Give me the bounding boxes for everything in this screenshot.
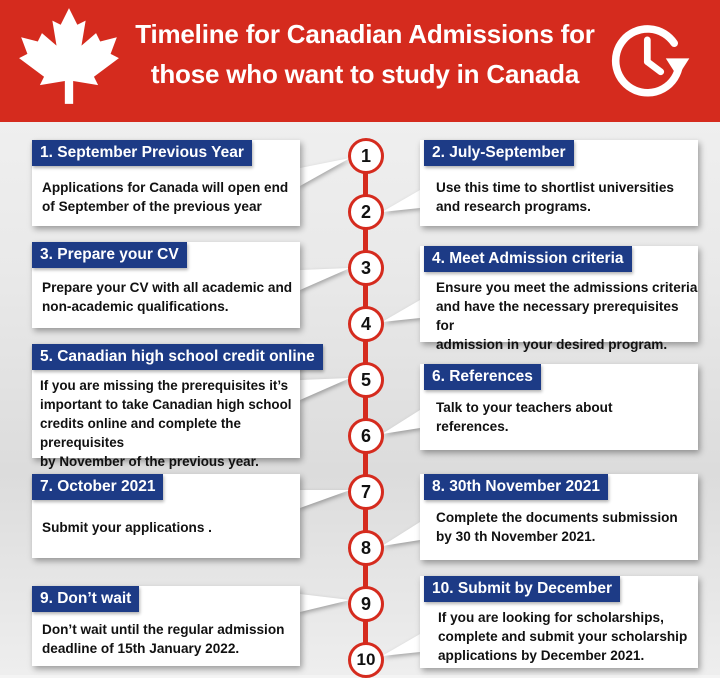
timeline-node-4: 4 <box>348 306 384 342</box>
timeline-node-10: 10 <box>348 642 384 678</box>
timeline-node-3: 3 <box>348 250 384 286</box>
step-heading-6: 6. References <box>424 364 541 390</box>
timeline-node-2: 2 <box>348 194 384 230</box>
step-heading-10: 10. Submit by December <box>424 576 620 602</box>
connector-9 <box>300 594 350 612</box>
step-body-4: Ensure you meet the admissions criteria and have the necessary prerequisites for admission in your desired program. <box>436 280 698 352</box>
timeline-node-6: 6 <box>348 418 384 454</box>
step-body-7: Submit your applications . <box>42 520 212 535</box>
title-line-2: those who want to study in Canada <box>150 59 580 89</box>
step-body-2: Use this time to shortlist universities and research programs. <box>436 180 674 214</box>
connector-3 <box>300 268 350 290</box>
connector-7 <box>300 490 350 508</box>
timeline-node-7: 7 <box>348 474 384 510</box>
step-heading-4: 4. Meet Admission criteria <box>424 246 632 272</box>
title-line-1: Timeline for Canadian Admissions for <box>135 19 595 49</box>
step-body-5: If you are missing the prerequisites it’s important to take Canadian high school credits online and complete the prerequisites by November of the previous year. <box>40 378 292 469</box>
step-body-6: Talk to your teachers about references. <box>436 400 613 434</box>
step-heading-2: 2. July-September <box>424 140 574 166</box>
connector-2 <box>382 190 420 212</box>
step-heading-1: 1. September Previous Year <box>32 140 252 166</box>
connector-6 <box>382 410 420 434</box>
maple-leaf-icon <box>14 4 124 108</box>
step-heading-3: 3. Prepare your CV <box>32 242 187 268</box>
page-title <box>120 14 610 94</box>
connector-8 <box>382 522 420 546</box>
timeline-node-1: 1 <box>348 138 384 174</box>
step-heading-5: 5. Canadian high school credit online <box>32 344 323 370</box>
step-body-10: If you are looking for scholarships, complete and submit your scholarship applications by December 2021. <box>438 610 688 663</box>
connector-10 <box>382 634 420 656</box>
clock-refresh-icon <box>606 18 692 102</box>
header-banner <box>0 0 720 122</box>
timeline-node-8: 8 <box>348 530 384 566</box>
connector-5 <box>300 378 350 400</box>
step-heading-7: 7. October 2021 <box>32 474 163 500</box>
connector-1 <box>300 158 350 186</box>
step-heading-8: 8. 30th November 2021 <box>424 474 608 500</box>
step-body-9: Don’t wait until the regular admission deadline of 15th January 2022. <box>42 622 285 656</box>
step-heading-9: 9. Don’t wait <box>32 586 139 612</box>
step-body-8: Complete the documents submission by 30 th November 2021. <box>436 510 678 544</box>
timeline-node-9: 9 <box>348 586 384 622</box>
connector-4 <box>382 300 420 322</box>
timeline-node-5: 5 <box>348 362 384 398</box>
step-body-1: Applications for Canada will open end of September of the previous year <box>42 180 289 214</box>
step-body-3: Prepare your CV with all academic and non-academic qualifications. <box>42 280 293 314</box>
